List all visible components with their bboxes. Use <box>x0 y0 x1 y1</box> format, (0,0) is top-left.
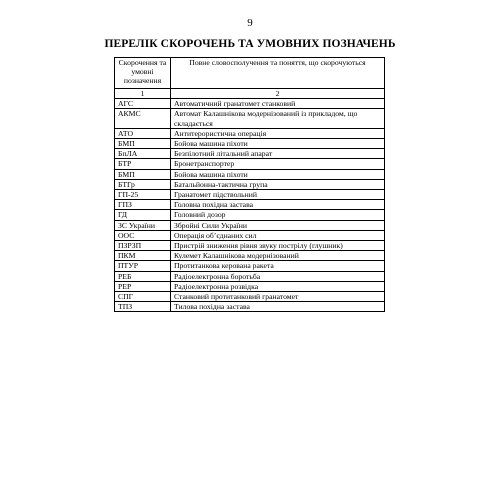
meaning-cell: Антитерористична операція <box>171 128 385 138</box>
page-number: 9 <box>247 17 253 29</box>
meaning-cell: Станковий протитанковий гранатомет <box>171 292 385 302</box>
meaning-cell: Головний дозор <box>171 210 385 220</box>
table-row <box>115 169 385 179</box>
table-row <box>115 200 385 210</box>
abbreviation-cell: БМП <box>115 169 171 179</box>
meaning-cell: Автомат Калашнікова модернізований із прикладом, що складається <box>171 109 385 128</box>
table-row <box>115 251 385 261</box>
table-row <box>115 99 385 109</box>
header-abbreviation: Скорочення та умовні позначення <box>115 58 171 89</box>
column-number-1: 1 <box>115 89 171 99</box>
meaning-cell: Кулемет Калашнікова модернізований <box>171 251 385 261</box>
meaning-cell: Операція об’єднаних сил <box>171 230 385 240</box>
abbreviation-cell: РЕР <box>115 281 171 291</box>
table-row <box>115 230 385 240</box>
abbreviation-cell: РЕБ <box>115 271 171 281</box>
table-body <box>115 99 385 312</box>
abbreviation-cell: ГП-25 <box>115 190 171 200</box>
table-row <box>115 292 385 302</box>
table-row <box>115 149 385 159</box>
abbreviation-cell: ПЗРЗП <box>115 241 171 251</box>
abbreviation-cell: ТПЗ <box>115 302 171 312</box>
abbreviation-cell: СПГ <box>115 292 171 302</box>
abbreviation-cell: ЗС України <box>115 220 171 230</box>
header-full-meaning: Повне словосполучення та поняття, що скорочуються <box>171 58 385 89</box>
table-row <box>115 241 385 251</box>
table-row <box>115 159 385 169</box>
meaning-cell: Бронетранспортер <box>171 159 385 169</box>
meaning-cell: Безпілотний літальний апарат <box>171 149 385 159</box>
abbreviation-cell: ООС <box>115 230 171 240</box>
meaning-cell: Збройні Сили України <box>171 220 385 230</box>
meaning-cell: Гранатомет підствольний <box>171 190 385 200</box>
table-header-row <box>115 58 385 89</box>
meaning-cell: Автоматичний гранатомет станковий <box>171 99 385 109</box>
abbreviation-cell: ГПЗ <box>115 200 171 210</box>
table-row <box>115 128 385 138</box>
abbreviation-cell: АКМС <box>115 109 171 128</box>
meaning-cell: Бойова машина піхоти <box>171 139 385 149</box>
abbreviation-cell: БТР <box>115 159 171 169</box>
table-row <box>115 281 385 291</box>
table-row <box>115 139 385 149</box>
abbreviation-cell: ПКМ <box>115 251 171 261</box>
table-row <box>115 109 385 128</box>
table-row <box>115 220 385 230</box>
meaning-cell: Головна похідна застава <box>171 200 385 210</box>
page-title: ПЕРЕЛІК СКОРОЧЕНЬ ТА УМОВНИХ ПОЗНАЧЕНЬ <box>104 38 396 50</box>
abbreviation-cell: АГС <box>115 99 171 109</box>
column-number-row <box>115 89 385 99</box>
meaning-cell: Радіоелектронна боротьба <box>171 271 385 281</box>
abbreviation-cell: БМП <box>115 139 171 149</box>
meaning-cell: Батальйонна-тактична група <box>171 179 385 189</box>
abbreviation-cell: АТО <box>115 128 171 138</box>
meaning-cell: Тилова похідна застава <box>171 302 385 312</box>
table-row <box>115 190 385 200</box>
abbreviations-table <box>114 57 385 312</box>
table-row <box>115 261 385 271</box>
table-row <box>115 210 385 220</box>
abbreviation-cell: ПТУР <box>115 261 171 271</box>
meaning-cell: Протитанкова керована ракета <box>171 261 385 271</box>
abbreviation-cell: БпЛА <box>115 149 171 159</box>
abbreviation-cell: ГД <box>115 210 171 220</box>
table-row <box>115 271 385 281</box>
abbreviation-cell: БТГр <box>115 179 171 189</box>
table-row <box>115 179 385 189</box>
meaning-cell: Радіоелектронна розвідка <box>171 281 385 291</box>
meaning-cell: Бойова машина піхоти <box>171 169 385 179</box>
column-number-2: 2 <box>171 89 385 99</box>
meaning-cell: Пристрій зниження рівня звуку пострілу (глушник) <box>171 241 385 251</box>
table-row <box>115 302 385 312</box>
